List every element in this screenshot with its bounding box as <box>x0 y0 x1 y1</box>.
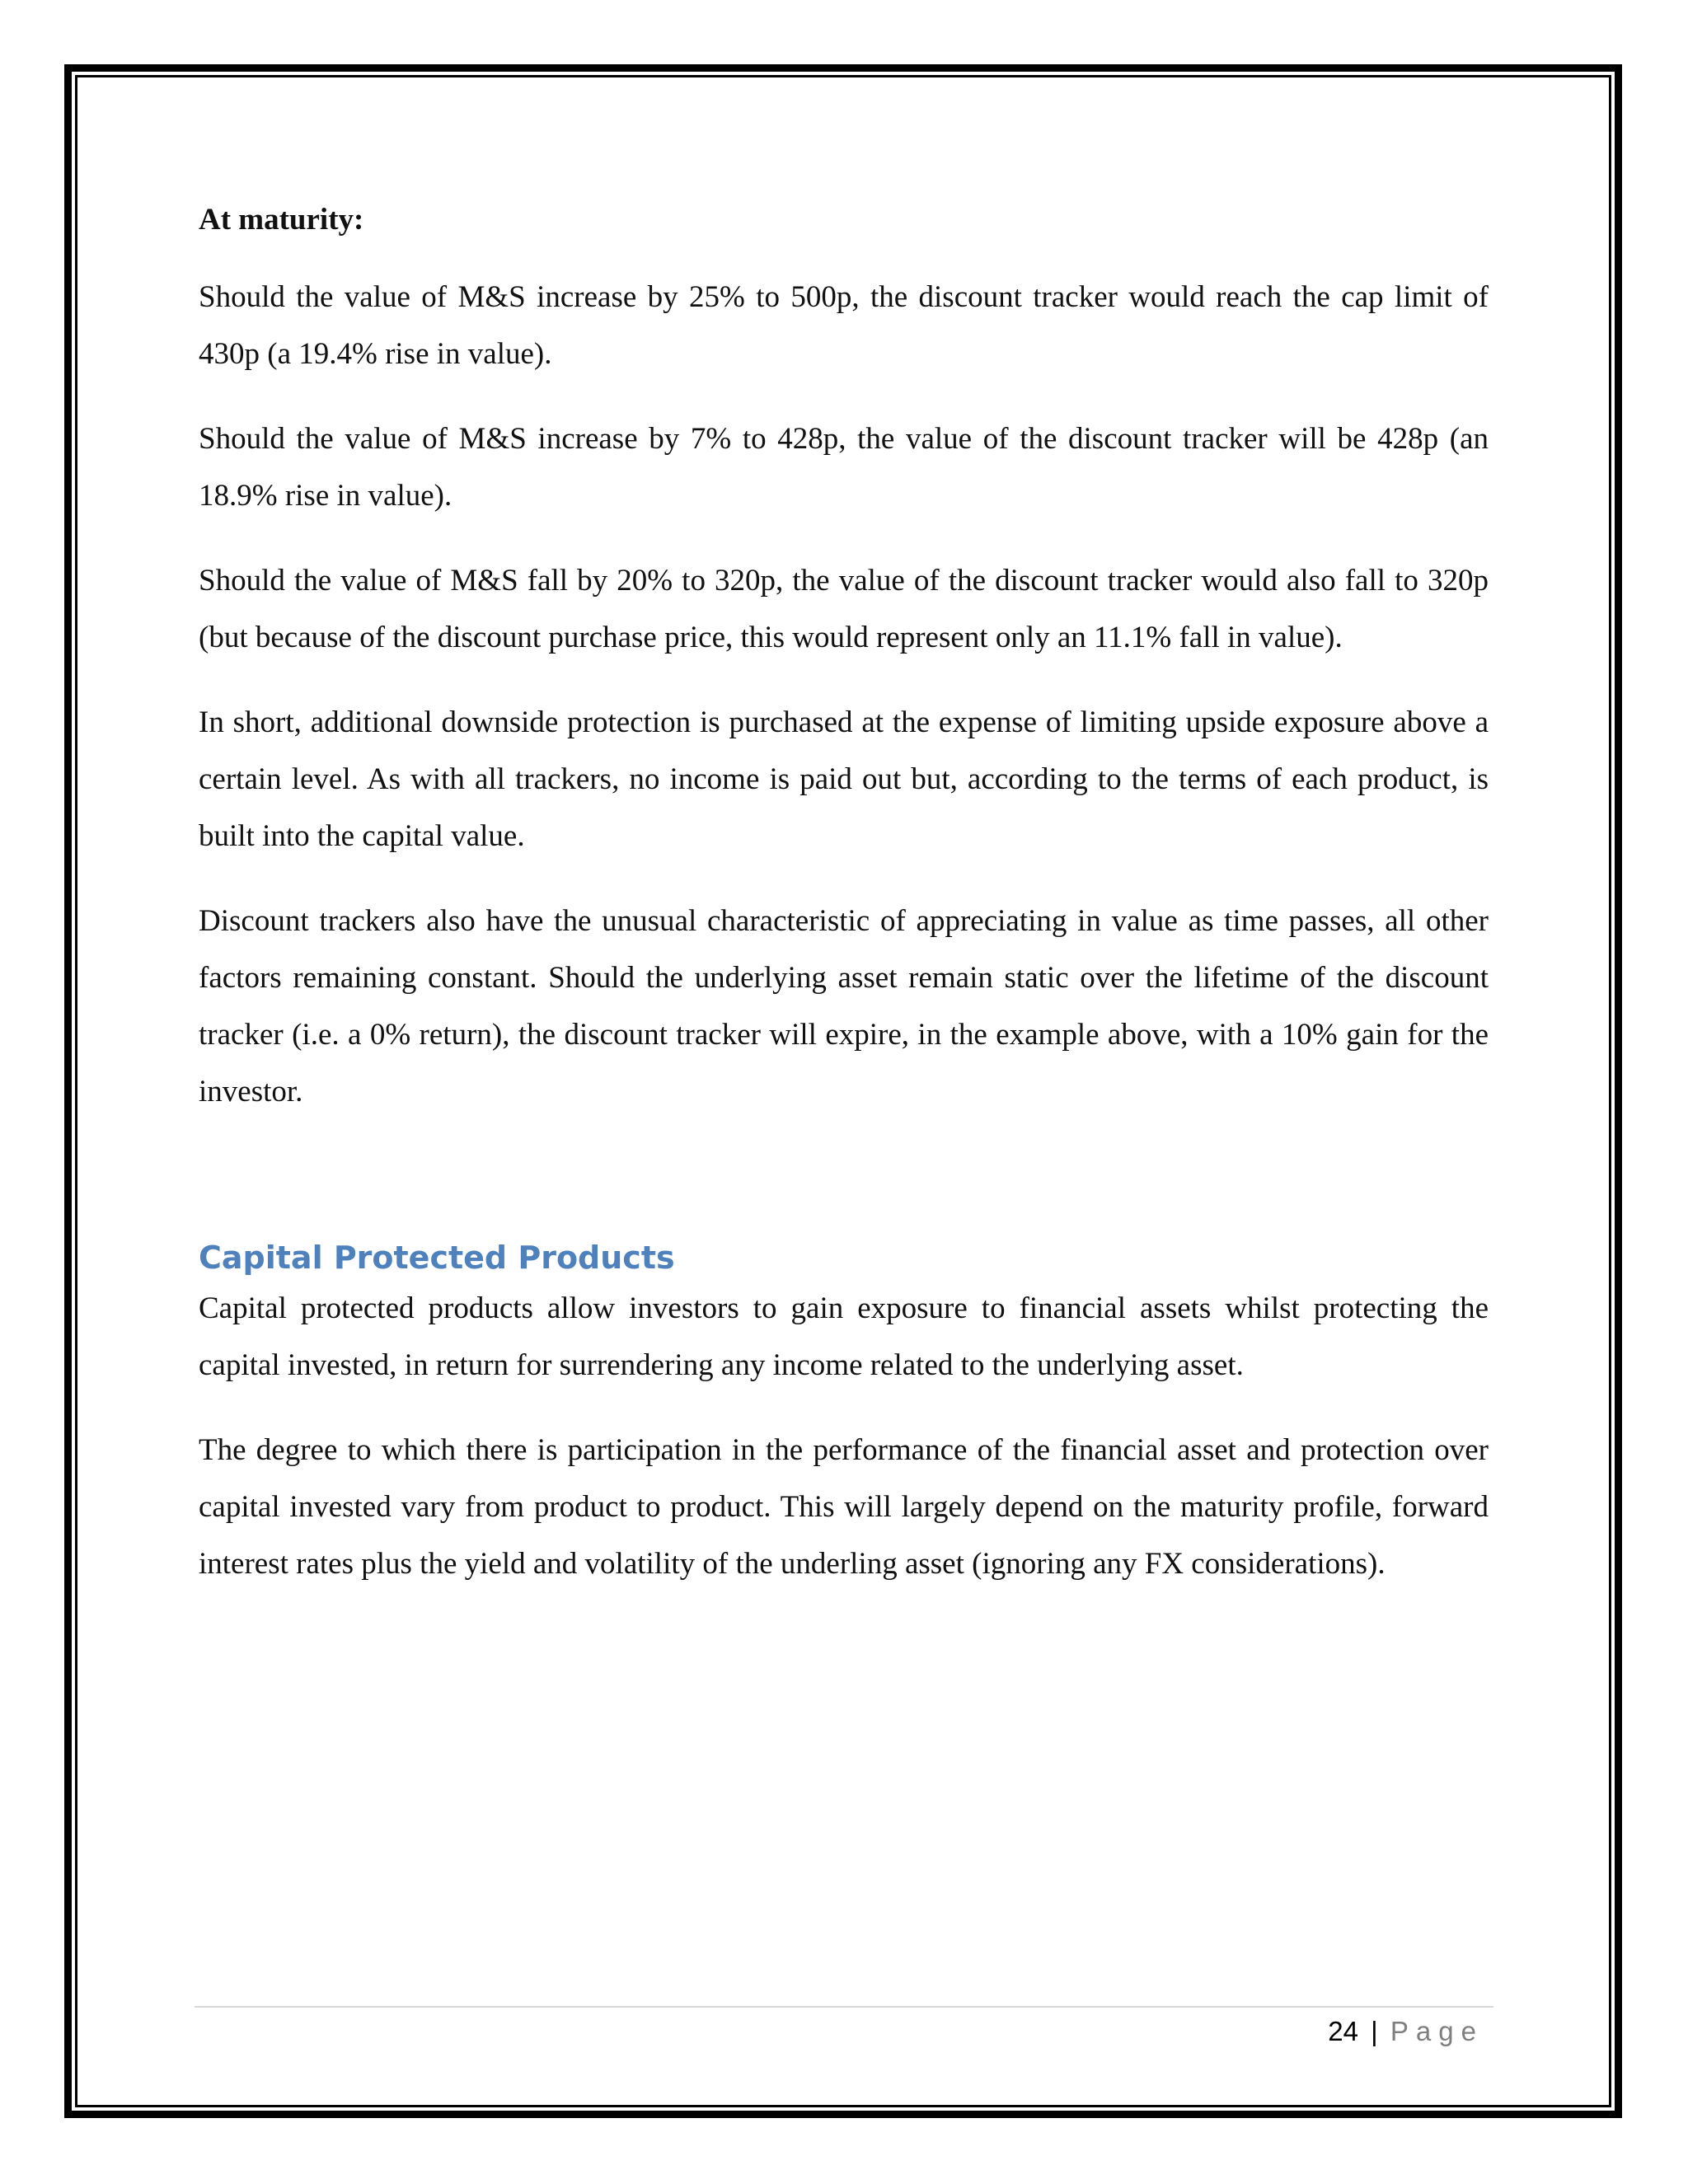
subheading-at-maturity: At maturity: <box>199 203 364 237</box>
paragraph: Should the value of M&S increase by 7% to 428p, the value of the discount tracker will be 428p (an 18.9% rise in value). <box>199 422 1489 513</box>
section-heading: Capital Protected Products <box>199 1240 675 1276</box>
paragraph: Should the value of M&S increase by 25% to 500p, the discount tracker would reach the cap limit of 430p (a 19.4% rise in value). <box>199 280 1489 371</box>
page-footer <box>1328 2013 1484 2050</box>
page-number: 24 <box>1328 2016 1358 2046</box>
footer-divider <box>195 2006 1493 2008</box>
paragraph: Capital protected products allow investors to gain exposure to financial assets whilst protecting the capital invested, in return for surrendering any income related to the underlying asset. <box>199 1291 1489 1382</box>
paragraph: In short, additional downside protection is purchased at the expense of limiting upside exposure above a certain level. As with all trackers, no income is paid out but, according to the terms of each product, is built into the capital value. <box>199 705 1489 853</box>
page-label: Page <box>1390 2016 1484 2046</box>
paragraph: Discount trackers also have the unusual characteristic of appreciating in value as time passes, all other factors remaining constant. Should the underlying asset remain static over the lifetime of the discount tracker (i.e. a 0% return), the discount tracker will expire, in the example above, with a 10% gain for the investor. <box>199 904 1489 1108</box>
footer-separator: | <box>1371 2016 1378 2046</box>
page-content <box>199 198 1489 1620</box>
paragraph: Should the value of M&S fall by 20% to 320p, the value of the discount tracker would also fall to 320p (but because of the discount purchase price, this would represent only an 11.1% fall in value). <box>199 564 1489 654</box>
paragraph: The degree to which there is participation in the performance of the financial asset and protection over capital invested vary from product to product. This will largely depend on the maturity profile, forward interest rates plus the yield and volatility of the underling asset (ignoring any FX considerations). <box>199 1433 1489 1581</box>
